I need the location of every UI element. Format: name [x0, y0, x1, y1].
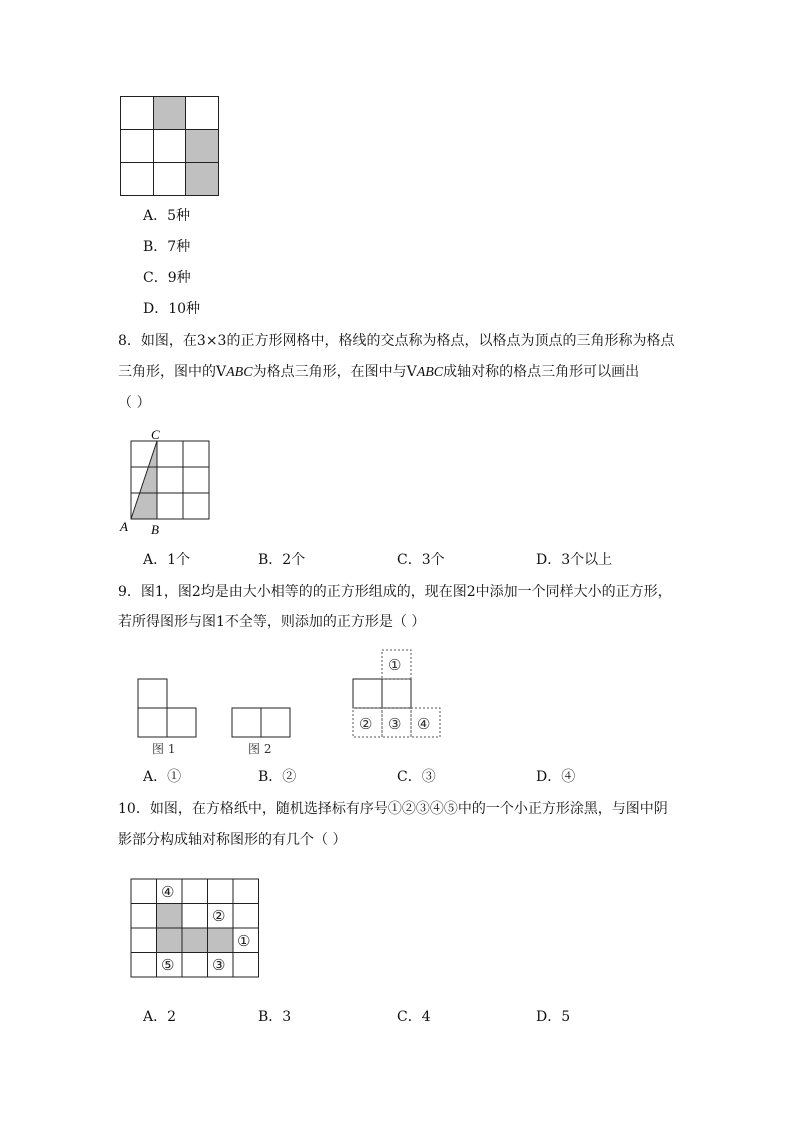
q7-option-a: A．5种 — [143, 208, 191, 224]
mark-1: ① — [388, 656, 402, 674]
q10-mark-5: ⑤ — [161, 956, 175, 974]
figure-1-caption: 图 1 — [152, 742, 176, 756]
q8-option-a: A．1个 — [143, 552, 191, 568]
q10-option-b: B．3 — [258, 1009, 292, 1025]
q8-triangle-figure — [115, 425, 225, 540]
figure-2-caption: 图 2 — [248, 742, 272, 756]
label-c: C — [151, 427, 160, 442]
label-b: B — [151, 522, 159, 537]
q10-grid-figure — [128, 876, 263, 981]
mark-3: ③ — [388, 715, 402, 733]
q10-option-a: A．2 — [143, 1009, 177, 1025]
q8-option-d: D．3个以上 — [536, 552, 613, 568]
q8-option-b: B．2个 — [258, 552, 306, 568]
q7-grid-figure — [120, 96, 219, 196]
q9-figures — [130, 645, 450, 760]
q10-mark-4: ④ — [161, 883, 175, 901]
q8-answer-paren: （ ） — [118, 395, 151, 411]
triangle-symbol: V — [216, 364, 227, 380]
q10-mark-3: ③ — [212, 956, 226, 974]
mark-4: ④ — [417, 715, 431, 733]
figure-1 — [138, 679, 196, 737]
q7-option-b: B．7种 — [143, 239, 191, 255]
q8-stem-line1: 8．如图，在3×3的正方形网格中，格线的交点称为格点，以格点为顶点的三角形称为格点 — [118, 333, 675, 349]
q8-option-c: C．3个 — [397, 552, 445, 568]
triangle-name: ABC — [226, 365, 253, 380]
q10-stem-line1: 10．如图，在方格纸中，随机选择标有序号①②③④⑤中的一个小正方形涂黑，与图中阴 — [118, 801, 668, 817]
q10-option-d: D．5 — [536, 1009, 571, 1025]
figure-2 — [232, 708, 290, 737]
q10-stem-line2: 影部分构成轴对称图形的有几个（ ） — [118, 832, 347, 848]
q10-mark-1: ① — [237, 932, 251, 950]
q10-mark-2: ② — [212, 907, 226, 925]
q9-option-b: B．② — [258, 769, 297, 785]
label-a: A — [120, 519, 128, 534]
q9-stem-line2: 若所得图形与图1不全等，则添加的正方形是（ ） — [118, 614, 426, 630]
q9-option-a: A．① — [143, 769, 182, 785]
mark-2: ② — [359, 715, 373, 733]
q8-stem-line2: 三角形，图中的VABC为格点三角形，在图中与VABC成轴对称的格点三角形可以画出 — [118, 364, 640, 380]
q10-option-c: C．4 — [397, 1009, 431, 1025]
option-figure — [353, 650, 440, 737]
q7-option-d: D．10种 — [143, 301, 201, 317]
q9-option-c: C．③ — [397, 769, 436, 785]
q7-option-c: C．9种 — [143, 270, 191, 286]
q9-stem-line1: 9．图1，图2均是由大小相等的的正方形组成的，现在图2中添加一个同样大小的正方形， — [118, 584, 672, 600]
q9-option-d: D．④ — [536, 769, 576, 785]
